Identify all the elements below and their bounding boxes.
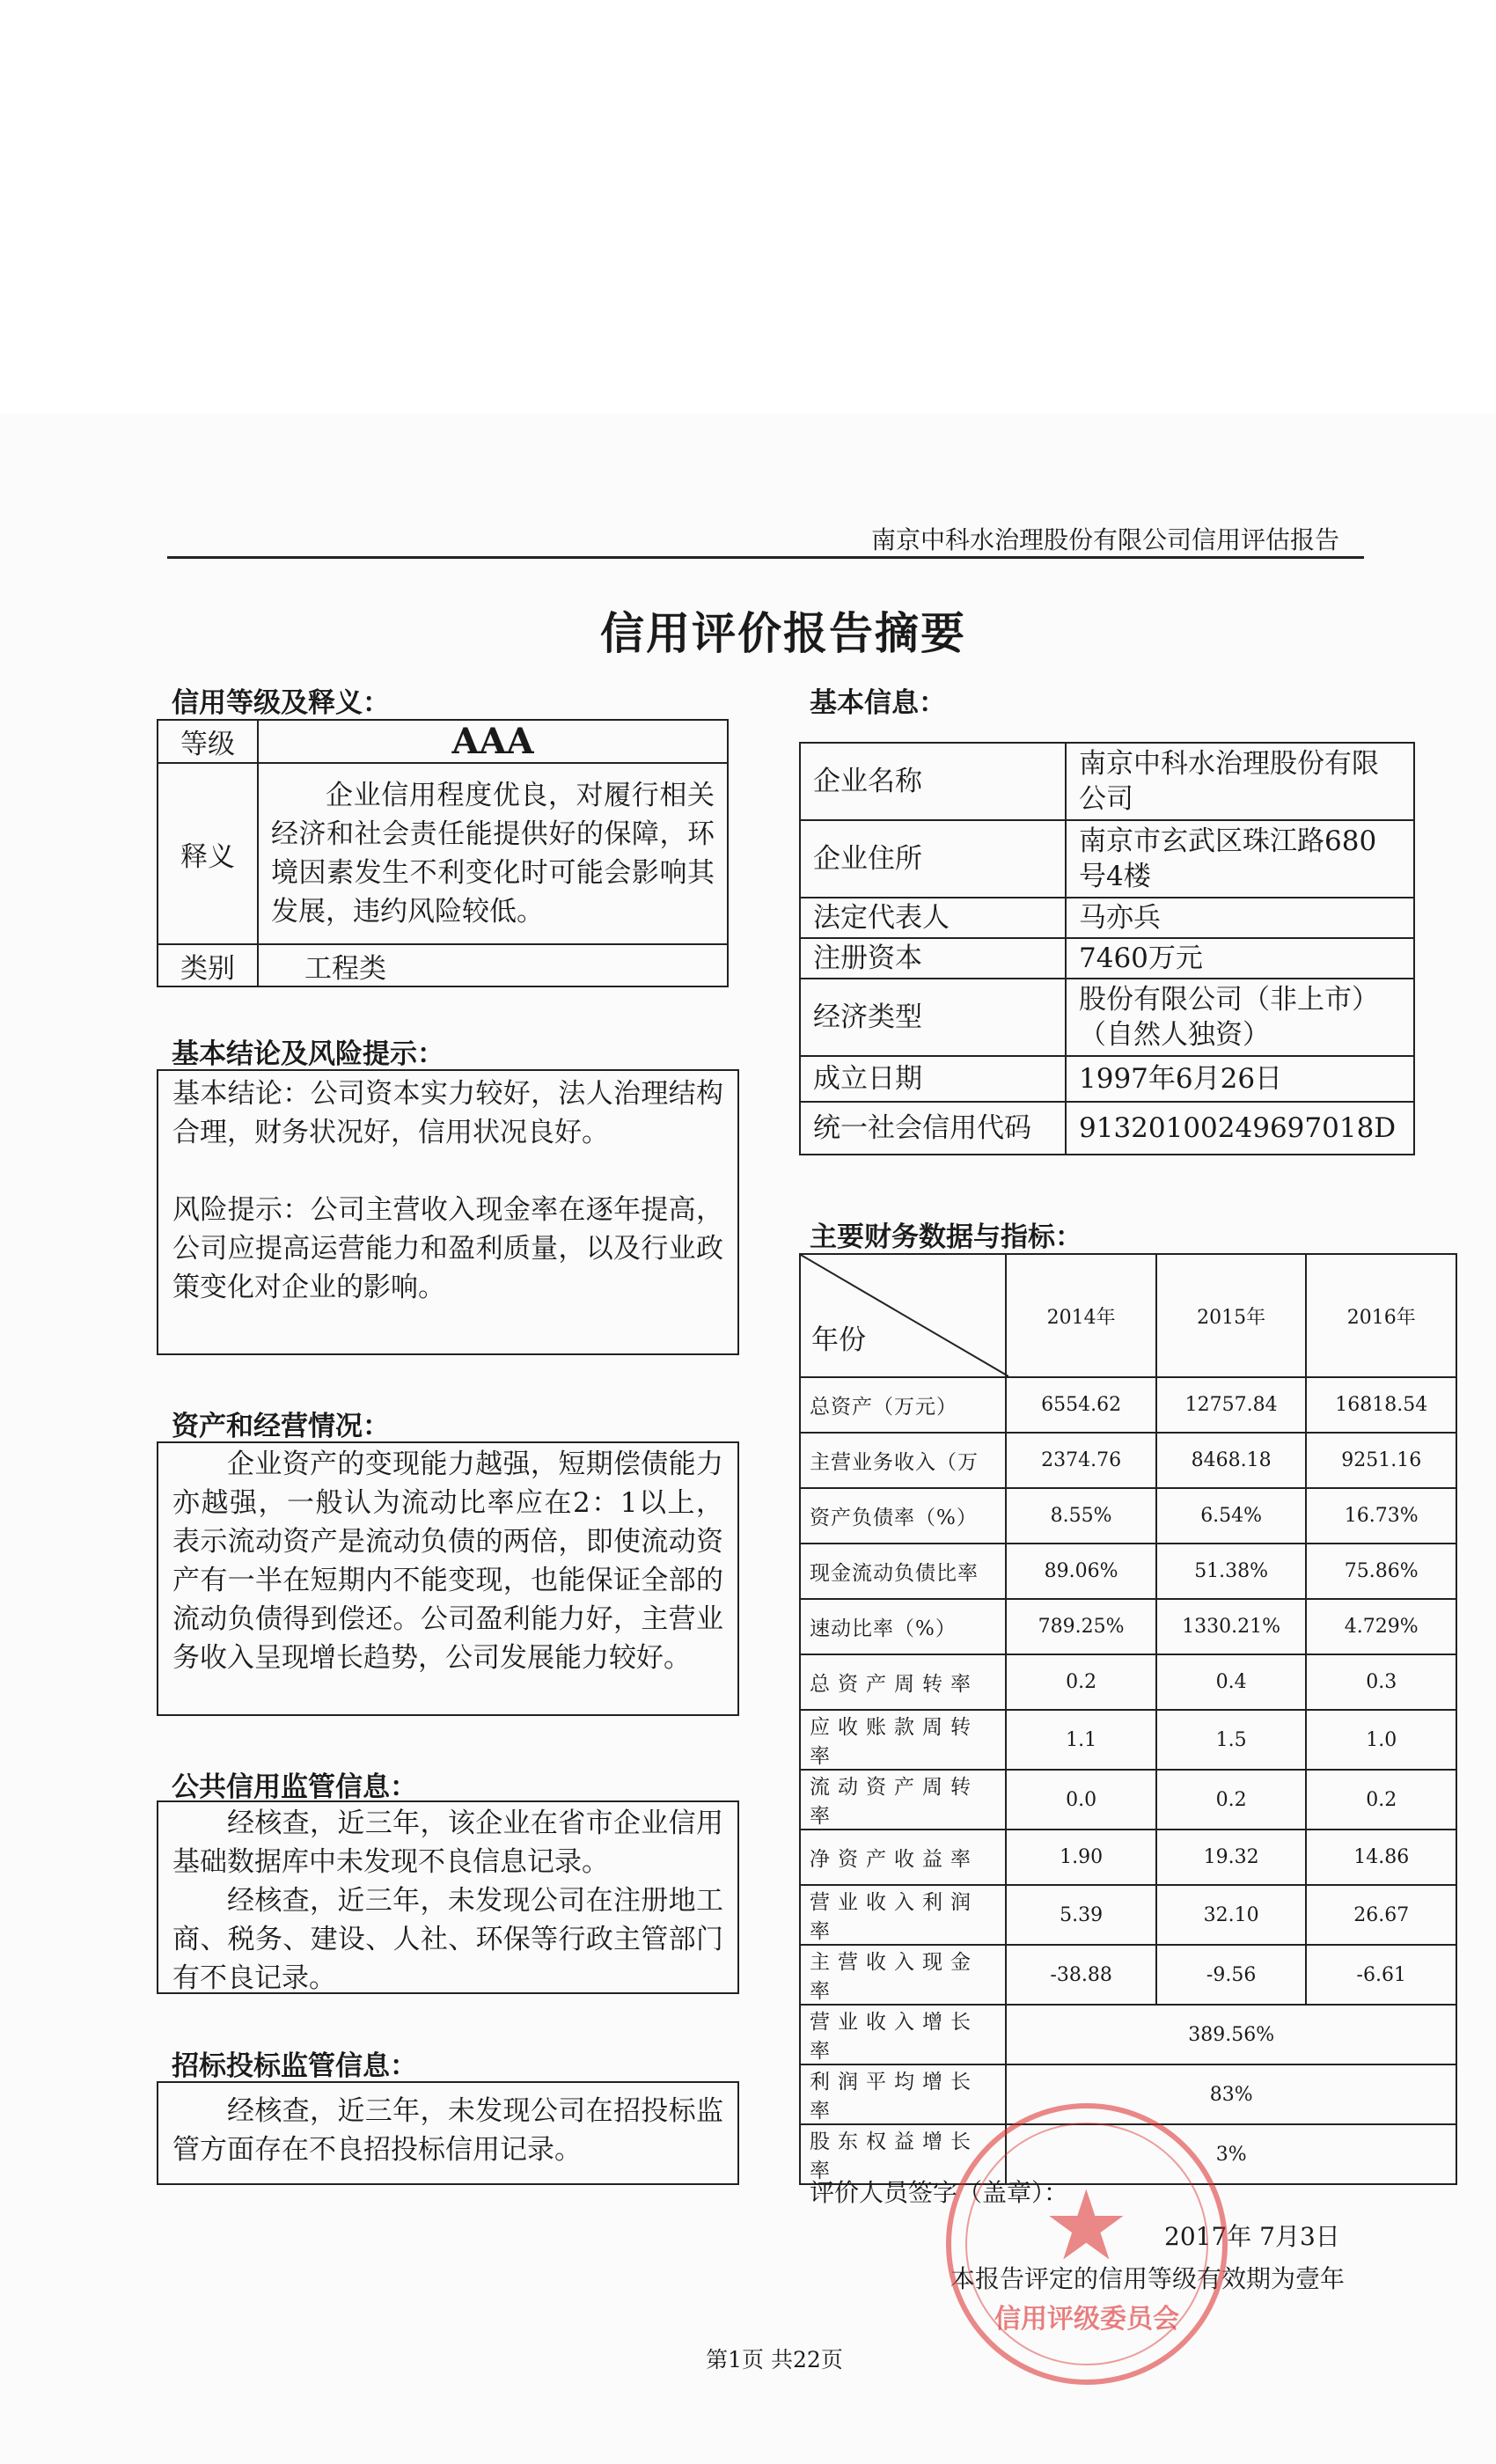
- basic-info-section-title: 基本信息：: [810, 687, 946, 719]
- info-value: 91320100249697018D: [1066, 1102, 1414, 1155]
- metric-value: 12757.84: [1156, 1377, 1307, 1433]
- info-label: 成立日期: [800, 1056, 1066, 1102]
- info-value: 马亦兵: [1066, 898, 1414, 938]
- metric-value: 5.39: [1006, 1885, 1155, 1945]
- metric-value: 4.729%: [1306, 1599, 1456, 1654]
- metric-label: 营业收入增长率: [800, 2005, 1006, 2064]
- report-header: 南京中科水治理股份有限公司信用评估报告: [871, 525, 1340, 554]
- info-label: 统一社会信用代码: [800, 1102, 1066, 1155]
- rating-table: [157, 719, 729, 987]
- metric-value: 51.38%: [1156, 1544, 1307, 1599]
- metric-value: 6554.62: [1006, 1377, 1155, 1433]
- metric-label: 现金流动负债比率: [800, 1544, 1006, 1599]
- metric-value: 1.1: [1006, 1710, 1155, 1770]
- merged-metric-value: 3%: [1006, 2124, 1456, 2184]
- metric-value: 0.4: [1156, 1654, 1307, 1710]
- grade-value: AAA: [258, 720, 728, 763]
- info-label: 经济类型: [800, 979, 1066, 1056]
- bidding-section-title: 招标投标监管信息：: [172, 2050, 417, 2082]
- metric-value: 0.0: [1006, 1770, 1155, 1830]
- metric-label: 总资产（万元）: [800, 1377, 1006, 1433]
- metric-value: 9251.16: [1306, 1433, 1456, 1488]
- grade-label: 等级: [158, 720, 258, 763]
- info-label: 注册资本: [800, 938, 1066, 979]
- finance-section-title: 主要财务数据与指标：: [810, 1221, 1082, 1253]
- assets-box: [157, 1441, 739, 1716]
- metric-value: 19.32: [1156, 1830, 1307, 1885]
- merged-metric-value: 83%: [1006, 2064, 1456, 2124]
- metric-label: 总资产周转率: [800, 1654, 1006, 1710]
- seal-text: 信用评级委员会: [994, 2304, 1179, 2335]
- metric-value: 26.67: [1306, 1885, 1456, 1945]
- metric-value: 1330.21%: [1156, 1599, 1307, 1654]
- bidding-text: 经核查，近三年，未发现公司在招投标监管方面存在不良招投标信用记录。: [172, 2095, 723, 2166]
- public-credit-p1: 经核查，近三年，该企业在省市企业信用基础数据库中未发现不良信息记录。: [172, 1808, 723, 1878]
- public-credit-section-title: 公共信用监管信息：: [172, 1771, 417, 1803]
- metric-value: 8.55%: [1006, 1488, 1155, 1544]
- assets-text: 企业资产的变现能力越强，短期偿债能力亦越强，一般认为流动比率应在2：1以上，表示流动资产是流动负债的两倍，即使流动资产有一半在短期内不能变现，也能保证全部的流动负债得到偿还。公司盈利能力好，主营业务收入呈现增长趋势，公司发展能力较好。: [172, 1448, 723, 1674]
- metric-value: 89.06%: [1006, 1544, 1155, 1599]
- metric-label: 速动比率（%）: [800, 1599, 1006, 1654]
- page-footer: 第1页 共22页: [706, 2347, 843, 2372]
- meaning-text: 企业信用程度优良，对履行相关经济和社会责任能提供好的保障，环境因素发生不利变化时可能会影响其发展，违约风险较低。: [271, 780, 715, 928]
- metric-label: 主营收入现金率: [800, 1945, 1006, 2005]
- metric-label: 流动资产周转率: [800, 1770, 1006, 1830]
- year-corner-label: 年份: [811, 1324, 866, 1356]
- public-credit-box: [157, 1800, 739, 1994]
- info-value: 7460万元: [1066, 938, 1414, 979]
- metric-value: 789.25%: [1006, 1599, 1155, 1654]
- metric-value: 0.2: [1156, 1770, 1307, 1830]
- assets-section-title: 资产和经营情况：: [172, 1411, 390, 1442]
- metric-value: 0.2: [1006, 1654, 1155, 1710]
- metric-label: 净资产收益率: [800, 1830, 1006, 1885]
- signature-label: 评价人员签字（盖章）：: [810, 2178, 1069, 2207]
- sign-date: 2017年 7月3日: [1164, 2222, 1340, 2251]
- metric-value: 14.86: [1306, 1830, 1456, 1885]
- conclusion-section-title: 基本结论及风险提示：: [172, 1038, 444, 1070]
- info-label: 企业住所: [800, 820, 1066, 898]
- rating-section-title: 信用等级及释义：: [172, 687, 390, 719]
- public-credit-p2: 经核查，近三年，未发现公司在注册地工商、税务、建设、人社、环保等行政主管部门有不良记录。: [172, 1885, 723, 1994]
- seal-star-icon: ★: [1043, 2169, 1130, 2282]
- metric-value: 0.3: [1306, 1654, 1456, 1710]
- metric-value: 1.90: [1006, 1830, 1155, 1885]
- page-title: 信用评价报告摘要: [600, 607, 966, 659]
- metric-value: 16.73%: [1306, 1488, 1456, 1544]
- year-header: 2014年: [1006, 1254, 1155, 1377]
- meaning-label: 释义: [158, 763, 258, 944]
- metric-value: 8468.18: [1156, 1433, 1307, 1488]
- category-value: 工程类: [258, 944, 728, 986]
- metric-label: 利润平均增长率: [800, 2064, 1006, 2124]
- header-rule: [167, 556, 1364, 559]
- metric-value: 6.54%: [1156, 1488, 1307, 1544]
- info-value: 1997年6月26日: [1066, 1056, 1414, 1102]
- metric-value: 1.0: [1306, 1710, 1456, 1770]
- metric-value: -6.61: [1306, 1945, 1456, 2005]
- risk-warning: 风险提示：公司主营收入现金率在逐年提高，公司应提高运营能力和盈利质量，以及行业政策变化对企业的影响。: [172, 1194, 723, 1303]
- corner-diagonal: [801, 1255, 1008, 1376]
- bidding-box: [157, 2081, 739, 2185]
- metric-value: 75.86%: [1306, 1544, 1456, 1599]
- conclusion-box: [157, 1069, 739, 1355]
- metric-value: -38.88: [1006, 1945, 1155, 2005]
- metric-label: 股东权益增长率: [800, 2124, 1006, 2184]
- metric-label: 营业收入利润率: [800, 1885, 1006, 1945]
- validity-note: 本报告评定的信用等级有效期为壹年: [950, 2264, 1346, 2293]
- info-value: 南京中科水治理股份有限公司: [1066, 743, 1414, 820]
- basic-info-table: [799, 742, 1415, 1155]
- info-value: 南京市玄武区珠江路680号4楼: [1066, 820, 1414, 898]
- year-header: 2015年: [1156, 1254, 1307, 1377]
- year-header: 2016年: [1306, 1254, 1456, 1377]
- metric-label: 资产负债率（%）: [800, 1488, 1006, 1544]
- metric-label: 主营业务收入（万: [800, 1433, 1006, 1488]
- finance-table: [799, 1253, 1457, 2185]
- metric-value: 16818.54: [1306, 1377, 1456, 1433]
- metric-label: 应收账款周转率: [800, 1710, 1006, 1770]
- basic-conclusion: 基本结论：公司资本实力较好，法人治理结构合理，财务状况好，信用状况良好。: [172, 1078, 723, 1148]
- metric-value: 0.2: [1306, 1770, 1456, 1830]
- info-value: 股份有限公司（非上市）（自然人独资）: [1066, 979, 1414, 1056]
- merged-metric-value: 389.56%: [1006, 2005, 1456, 2064]
- metric-value: 2374.76: [1006, 1433, 1155, 1488]
- info-label: 法定代表人: [800, 898, 1066, 938]
- metric-value: -9.56: [1156, 1945, 1307, 2005]
- info-label: 企业名称: [800, 743, 1066, 820]
- category-label: 类别: [158, 944, 258, 986]
- year-corner-cell: [800, 1254, 1006, 1377]
- metric-value: 32.10: [1156, 1885, 1307, 1945]
- metric-value: 1.5: [1156, 1710, 1307, 1770]
